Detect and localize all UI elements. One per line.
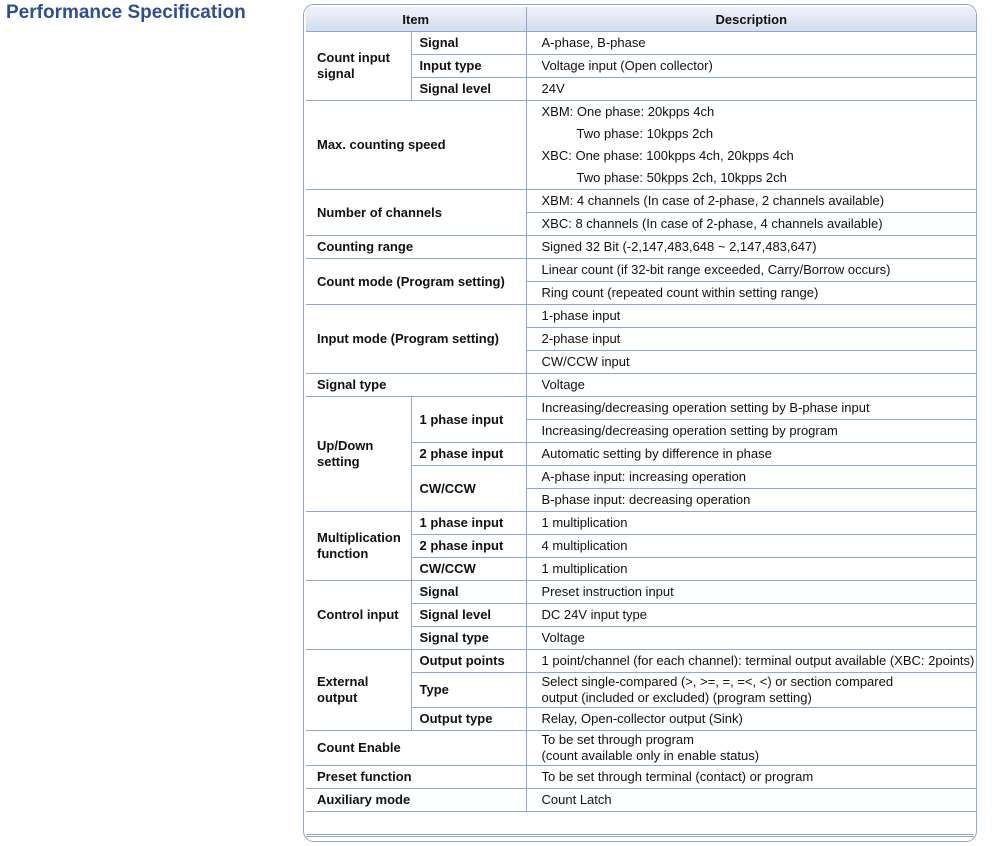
description-cell: Count Latch <box>526 789 976 812</box>
row-label-input-mode: Input mode (Program setting) <box>306 305 526 374</box>
sub-label: 1 phase input <box>411 397 526 443</box>
description-cell: XBC: 8 channels (In case of 2-phase, 4 channels available) <box>526 213 976 236</box>
row-label-count-input: Count input signal <box>306 32 411 101</box>
description-cell: XBM: One phase: 20kpps 4ch <box>541 104 715 119</box>
table-row <box>306 259 976 282</box>
sub-label: Signal <box>411 32 526 55</box>
header-item: Item <box>306 7 526 32</box>
description-cell: 24V <box>526 78 976 101</box>
description-cell: Preset instruction input <box>526 581 976 604</box>
description-cell: B-phase input: decreasing operation <box>526 489 976 512</box>
description-cell: 1 multiplication <box>526 558 976 581</box>
description-cell: 1 point/channel (for each channel): terminal output available (XBC: 2points) <box>526 650 976 673</box>
description-cell: Voltage <box>526 627 976 650</box>
description-cell: Signed 32 Bit (-2,147,483,648 ~ 2,147,483,647) <box>526 236 976 259</box>
sub-label: Output points <box>411 650 526 673</box>
description-cell: Automatic setting by difference in phase <box>526 443 976 466</box>
description-line: To be set through program <box>541 732 694 747</box>
description-cell: Increasing/decreasing operation setting by program <box>526 420 976 443</box>
table-row <box>306 766 976 789</box>
description-cell: Two phase: 10kpps 2ch <box>576 126 714 141</box>
description-cell: To be set through terminal (contact) or program <box>526 766 976 789</box>
description-cell: Two phase: 50kpps 2ch, 10kpps 2ch <box>526 167 976 190</box>
table-row <box>306 581 976 604</box>
sub-label: CW/CCW <box>411 558 526 581</box>
spec-table-frame <box>303 4 977 842</box>
row-label-up-down: Up/Down setting <box>306 397 411 512</box>
row-label-signal-type: Signal type <box>306 374 526 397</box>
description-cell: DC 24V input type <box>526 604 976 627</box>
table-row <box>306 32 976 55</box>
description-line: Select single-compared (>, >=, =, =<, <) or section compared <box>541 674 894 689</box>
page-title: Performance Specification <box>6 2 246 23</box>
description-cell: CW/CCW input <box>526 351 976 374</box>
table-row <box>306 374 976 397</box>
table-row <box>306 397 976 420</box>
description-cell: Voltage input (Open collector) <box>526 55 976 78</box>
sub-label: Input type <box>411 55 526 78</box>
description-cell <box>526 673 976 708</box>
sub-label: 1 phase input <box>411 512 526 535</box>
description-line: output (included or excluded) (program setting) <box>541 690 812 705</box>
description-cell: Linear count (if 32-bit range exceeded, Carry/Borrow occurs) <box>526 259 976 282</box>
table-header-row <box>306 7 976 32</box>
sub-label: Type <box>411 673 526 708</box>
description-line: (count available only in enable status) <box>541 748 760 763</box>
sub-label: Signal <box>411 581 526 604</box>
row-label-count-enable: Count Enable <box>306 731 526 766</box>
sub-label: Signal level <box>411 604 526 627</box>
description-cell: A-phase, B-phase <box>526 32 976 55</box>
description-cell <box>526 731 976 766</box>
row-label-channels: Number of channels <box>306 190 526 236</box>
header-description: Description <box>526 7 976 32</box>
row-label-control-input: Control input <box>306 581 411 650</box>
row-label-multiplication: Multiplication function <box>306 512 411 581</box>
description-cell: Increasing/decreasing operation setting by B-phase input <box>526 397 976 420</box>
sub-label: 2 phase input <box>411 443 526 466</box>
description-cell: XBC: One phase: 100kpps 4ch, 20kpps 4ch <box>541 148 794 163</box>
table-row <box>306 789 976 812</box>
description-cell: A-phase input: increasing operation <box>526 466 976 489</box>
table-row <box>306 101 976 124</box>
description-cell: 1 multiplication <box>526 512 976 535</box>
row-label-preset-function: Preset function <box>306 766 526 789</box>
row-label-external-output: External output <box>306 650 411 731</box>
sub-label: CW/CCW <box>411 466 526 512</box>
spec-table <box>306 7 976 812</box>
sub-label: Signal level <box>411 78 526 101</box>
description-cell: Ring count (repeated count within setting range) <box>526 282 976 305</box>
sub-label: Output type <box>411 708 526 731</box>
row-label-max-speed: Max. counting speed <box>306 101 526 190</box>
description-cell: 4 multiplication <box>526 535 976 558</box>
table-bottom-border <box>306 834 974 837</box>
description-cell: Relay, Open-collector output (Sink) <box>526 708 976 731</box>
description-cell: 2-phase input <box>526 328 976 351</box>
row-label-counting-range: Counting range <box>306 236 526 259</box>
sub-label: Signal type <box>411 627 526 650</box>
table-row <box>306 305 976 328</box>
row-label-count-mode: Count mode (Program setting) <box>306 259 526 305</box>
description-cell: 1-phase input <box>526 305 976 328</box>
table-row <box>306 650 976 673</box>
table-row <box>306 512 976 535</box>
description-cell: XBM: 4 channels (In case of 2-phase, 2 channels available) <box>526 190 976 213</box>
row-label-auxiliary-mode: Auxiliary mode <box>306 789 526 812</box>
description-cell: Voltage <box>526 374 976 397</box>
table-row <box>306 236 976 259</box>
table-row <box>306 731 976 766</box>
table-row <box>306 190 976 213</box>
sub-label: 2 phase input <box>411 535 526 558</box>
